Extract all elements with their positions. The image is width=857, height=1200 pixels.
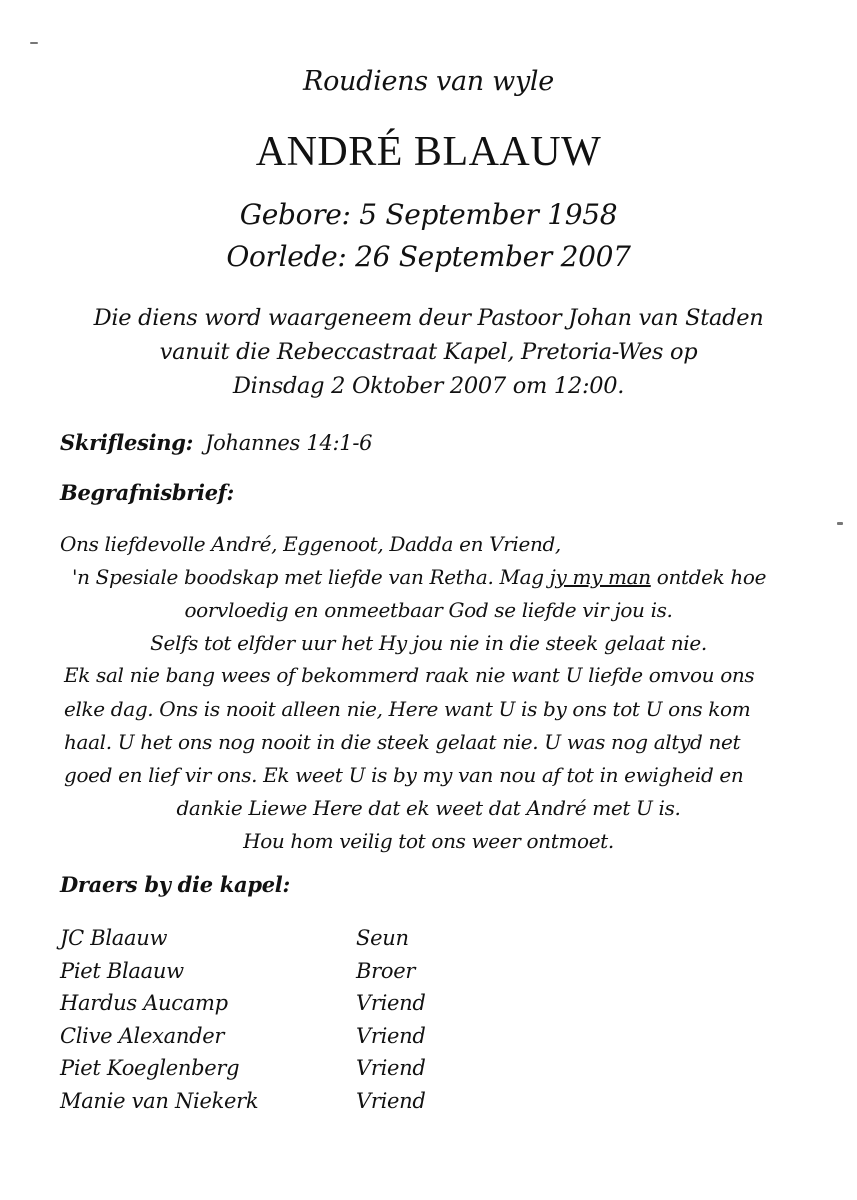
bearers-heading: Draers by die kapel: [60,872,290,897]
bearer-name: Piet Blaauw [60,958,184,983]
scripture-reading-label: Skriflesing: [60,430,194,455]
letter-line: goed en lief vir ons. Ek weet U is by my van nou af tot in ewigheid en [64,763,744,787]
bearer-name: JC Blaauw [60,926,168,950]
pretitle: Roudiens van wyle [303,66,554,97]
bearer-relation: Vriend [356,1088,426,1113]
letter-line: Ek sal nie bang wees of bekommerd raak nie want U liefde omvou ons [64,663,755,687]
letter-line: oorvloedig en onmeetbaar God se liefde vir jou is. [184,598,673,622]
letter-line: Hou hom veilig tot ons weer ontmoet. [243,829,614,853]
bearer-name: Clive Alexander [60,1023,225,1048]
deceased-name: ANDRÉ BLAAUW [255,129,602,175]
letter-line: Ons liefdevolle André, Eggenoot, Dadda en Vriend, [60,532,561,556]
letter-line: haal. U het ons nog nooit in die steek gelaat nie. U was nog altyd net [64,730,741,754]
bearer-row [60,1024,580,1057]
bearer-relation: Vriend [356,1023,426,1048]
service-line-2: vanuit die Rebeccastraat Kapel, Pretoria-Wes op [159,339,698,365]
scan-speck [30,42,38,44]
death-date: Oorlede: 26 September 2007 [226,240,631,273]
letter-line [72,565,766,589]
bearer-row [60,1089,580,1122]
service-line-1: Die diens word waargeneem deur Pastoor Johan van Staden [93,305,764,331]
letter-line: elke dag. Ons is nooit alleen nie, Here want U is by ons tot U ons kom [64,697,751,721]
bearer-name: Piet Koeglenberg [60,1056,240,1080]
bearer-relation: Vriend [356,991,426,1015]
bearer-relation: Vriend [356,1056,426,1080]
birth-date: Gebore: 5 September 1958 [239,198,618,231]
underlined-phrase: jy my man [549,565,651,589]
letter-line: dankie Liewe Here dat ek weet dat André met U is. [176,796,681,820]
bearer-relation: Seun [356,926,409,950]
scripture-reading [60,430,372,455]
bearer-name: Manie van Niekerk [60,1088,259,1113]
bearer-row [60,959,580,992]
bearers-list [60,926,580,1121]
bearer-relation: Broer [356,958,416,983]
letter-line-text: ontdek hoe [650,565,767,589]
letter-line-text: 'n Spesiale boodskap met liefde van Retha. Mag [72,565,550,589]
letter-line: Selfs tot elfder uur het Hy jou nie in die steek gelaat nie. [150,631,707,655]
bearer-row [60,991,580,1024]
bearer-row [60,926,580,959]
scripture-reading-value: Johannes 14:1-6 [205,431,373,455]
scan-speck [837,522,843,525]
bearer-row [60,1056,580,1089]
bearer-name: Hardus Aucamp [60,991,228,1015]
letter-heading: Begrafnisbrief: [60,480,234,505]
service-line-3: Dinsdag 2 Oktober 2007 om 12:00. [232,373,625,399]
